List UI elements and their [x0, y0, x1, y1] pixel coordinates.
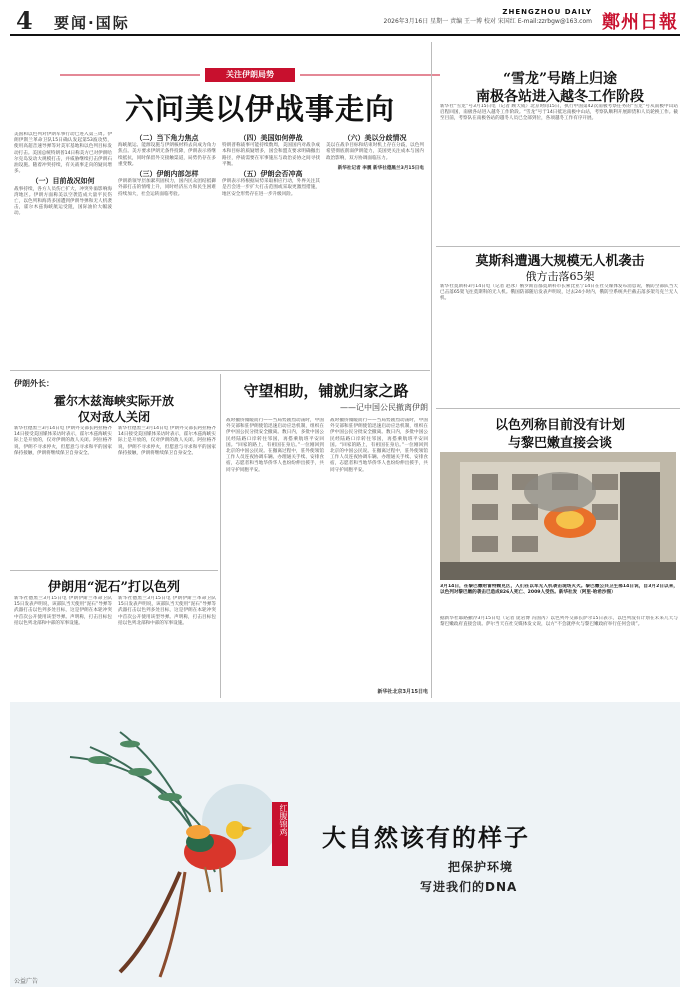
story-tag: 关注伊朗局势 [205, 68, 295, 82]
section-text: 美以在战争目标和结束时机上存在分歧，以色列希望彻底削弱伊朗能力，美国更关注成本与国内政治影响，双方协调面临压力。 [326, 143, 424, 161]
newspaper-logo: 鄭州日報 [602, 12, 678, 33]
ad-line-2: 写进我们的DNA [420, 880, 518, 894]
photo-story-subheadline: 与黎巴嫩直接会谈 [507, 436, 612, 451]
center-headline: 守望相助，铺就归家之路 [243, 382, 409, 400]
right-story-1-subheadline: 南极各站进入越冬工作阶段 [476, 89, 644, 105]
paper-name-en: ZHENGZHOU DAILY [502, 8, 592, 16]
news-photo [440, 452, 676, 580]
ad-headline: 大自然该有的样子 [322, 823, 530, 852]
center-col-1: 战时撤侨微暖而行——当局势剧烈动荡时，中国外交部和驻伊朗使馆迅速启动应急机制，组织在伊中国公民分批安全撤离。数日内，多批中国公民经陆路口岸转往邻国，再搭乘航班平安回国。“回家的路上，有祖国在身后。”一位刚回到北京的中国公民说。在撤离过程中，驻外使领馆工作人员连夜协调车辆、办理通关手续、安排食宿，志愿者和当地华侨华人也纷纷伸出援手，共同守护同胞平安。 [226, 418, 324, 473]
section-text: 战事持续，各方人员伤亡扩大，冲突外溢影响海湾地区。伊朗方面称美以空袭造成大量平民伤亡，以色列和海湾多国遭到伊朗导弹和无人机袭击，霍尔木兹海峡航运受阻，国际油价大幅波动。 [14, 186, 112, 217]
section-heading: （六）美以分歧情况 [343, 134, 407, 142]
main-byline: 新华社记者 李震 新华社德黑兰3月15日电 [337, 165, 424, 171]
left-story-2-headline: 伊朗用“泥石”打以色列 [48, 580, 180, 595]
left-story-2-body: 新华社德黑兰3月15日电 伊朗伊斯兰革命卫队15日发表声明说，该部队当天使用“泥石”导弹等武器打击以色列多处目标，这是伊朗在本轮冲突中首次公开使用该型导弹。声明称，打击目标包括以色列北部和中部的军事设施。 [14, 596, 112, 626]
center-col-2: 战时撤侨微暖而行——当局势剧烈动荡时，中国外交部和驻伊朗使馆迅速启动应急机制，组织在伊中国公民分批安全撤离。数日内，多批中国公民经陆路口岸转往邻国，再搭乘航班平安回国。“回家的路上，有祖国在身后。”一位刚回到北京的中国公民说。在撤离过程中，驻外使领馆工作人员连夜协调车辆、办理通关手续、安排食宿，志愿者和当地华侨华人也纷纷伸出援手，共同守护同胞平安。 [330, 418, 428, 473]
column-divider [220, 374, 221, 698]
right-story-2-subheadline: 俄方击落65架 [525, 270, 595, 283]
section-text: 伊朗表示将根据局势采取相应行动，外界关注其是否会进一步扩大打击范围或采取更激烈措施，地区安全形势存在进一步升级风险。 [222, 179, 320, 197]
section-text: 海峡航运、能源设施与伊朗核材料去向成为角力焦点。美方要求伊朗无条件投降，伊朗表示将继续抵抗，同时保留外交接触渠道，局势仍存在多重变数。 [118, 143, 216, 167]
section-divider [10, 570, 218, 571]
right-story-1-body: 新华社“雪龙”号3月15日电（记者 顾天成）北京时间15日，执行中国第42次南极考察任务的“雪龙”号从南极中山站启程回国，南极各站进入越冬工作阶段。“雪龙”号于14日抵达南极中山站，考察队顺利开展卸货和人员轮换工作。截至目前，考察队在南极各站的越冬人员已全部到位，各项越冬工作有序开展。 [440, 104, 678, 122]
center-byline: 新华社北京3月15日电 [377, 689, 428, 695]
main-headline: 六问美以伊战事走向 [124, 92, 395, 126]
photo-caption: 3月14日，在黎巴嫩哈雷特赖克区，人们在以军无人机袭击现场灭火。黎巴嫩公共卫生部14日说，自3月2日以来，以色列对黎巴嫩的袭击已造成826人死亡、2009人受伤。新华社发（阿里·哈希沙图） [440, 584, 678, 596]
main-intro: 美国和以色列对伊朗军事行动已进入第三周。伊朗伊斯兰革命卫队15日确认发起第53波攻势，使用高超音速导弹等对美军基地和以色列目标发动打击。美国总统特朗普14日称美方已对伊朗哈尔克岛发动大规模打击，并威胁继续打击伊朗石油设施。随着冲突持续，有关战事走向的疑问增多。 [14, 132, 112, 175]
column-divider [431, 42, 432, 698]
section-divider [436, 408, 680, 409]
section-title: 要闻·国际 [54, 14, 130, 32]
main-col-2 [118, 132, 216, 342]
ad-line-1: 把保护环境 [448, 860, 514, 874]
main-col-4 [326, 132, 424, 342]
building-fire-photo [440, 452, 676, 580]
ad-label: 公益广告 [14, 978, 39, 985]
page-header [10, 6, 680, 36]
main-col-1 [14, 132, 112, 342]
left-story-1-body: 新华社德黑兰3月14日电 伊朗外交部长阿拉格齐14日接受美国媒体采访时表示，霍尔木兹海峡实际上是开放的，仅对伊朗的敌人关闭。阿拉格齐说，伊朗不寻求停火，但愿意与寻求和平的国家保持接触，伊朗将继续保卫自身安全。 [14, 426, 112, 456]
left-story-2-body-cont: 新华社德黑兰3月15日电 伊朗伊斯兰革命卫队15日发表声明说，该部队当天使用“泥石”导弹等武器打击以色列多处目标，这是伊朗在本轮冲突中首次公开使用该型导弹。声明称，打击目标包括以色列北部和中部的军事设施。 [118, 596, 216, 626]
section-heading: （四）美国如何停战 [239, 134, 303, 142]
main-col-3 [222, 132, 320, 342]
masthead-info [384, 8, 592, 26]
section-divider [10, 370, 430, 371]
ad-vertical-stamp: 红腹锦鸡 [279, 804, 288, 836]
date-line: 2026年3月16日 星期一 责编 王一博 校对 宋国红 E-mail:zzrbgw@163.com [383, 18, 592, 25]
section-divider [436, 246, 680, 247]
section-heading: （三）伊朗内部怎样 [135, 170, 199, 179]
page-number: 4 [16, 6, 33, 35]
section-heading: （一）目前战况如何 [31, 177, 95, 186]
section-heading: （二）当下角力焦点 [135, 134, 199, 142]
right-story-2-body: 新华社莫斯科3月14日电（记者 赵冰）俄罗斯首都莫斯科市长索比亚宁14日在社交媒体发布消息说，俄防空部队当天已击落65架飞往莫斯科的无人机。俄国防部随后发表声明说，过去24小时内，俄防空系统共拦截击落多架乌克兰无人机。 [440, 284, 678, 302]
photo-story-headline: 以色列称目前没有计划 [494, 418, 625, 433]
section-heading: （五）伊朗会否冲高 [239, 170, 303, 179]
section-text: 特朗普称战事可能持续数周，美国国内对战争成本和目标的质疑增多，国会和盟友要求明确撤出路径，停战需要在军事施压与政治妥协之间寻找平衡。 [222, 143, 320, 167]
section-text: 伊朗新领导层加紧巩固权力，国内民众团结抵御外部打击的情绪上升，同时经济压力和民生困难持续加大，社会运转面临考验。 [118, 179, 216, 197]
left-story-1-headline: 霍尔木兹海峡实际开放 [53, 394, 174, 408]
right-story-1-headline: “雪龙”号踏上归途 [502, 71, 618, 87]
left-story-1-body-cont: 新华社德黑兰3月14日电 伊朗外交部长阿拉格齐14日接受美国媒体采访时表示，霍尔木兹海峡实际上是开放的，仅对伊朗的敌人关闭。阿拉格齐说，伊朗不寻求停火，但愿意与寻求和平的国家保持接触，伊朗将继续保卫自身安全。 [118, 426, 216, 456]
left-story-1-subheadline: 仅对敌人关闭 [77, 410, 150, 424]
right-story-2-headline: 莫斯科遭遇大规模无人机袭击 [475, 254, 645, 269]
left-story-1-kicker: 伊朗外长： [14, 379, 54, 388]
photo-story-body: 据新华社耶路撒冷3月15日电（记者 庞岩博 冯国芮）以色列外交部长萨尔15日表示，以色列没有计划在未来几天与黎巴嫩政府直接会谈。萨尔当天在社交媒体发文说，以方“不会就停火与黎巴嫩政府举行任何会谈”。 [440, 616, 678, 628]
center-subheadline: ——记中国公民撤离伊朗 [340, 403, 428, 412]
